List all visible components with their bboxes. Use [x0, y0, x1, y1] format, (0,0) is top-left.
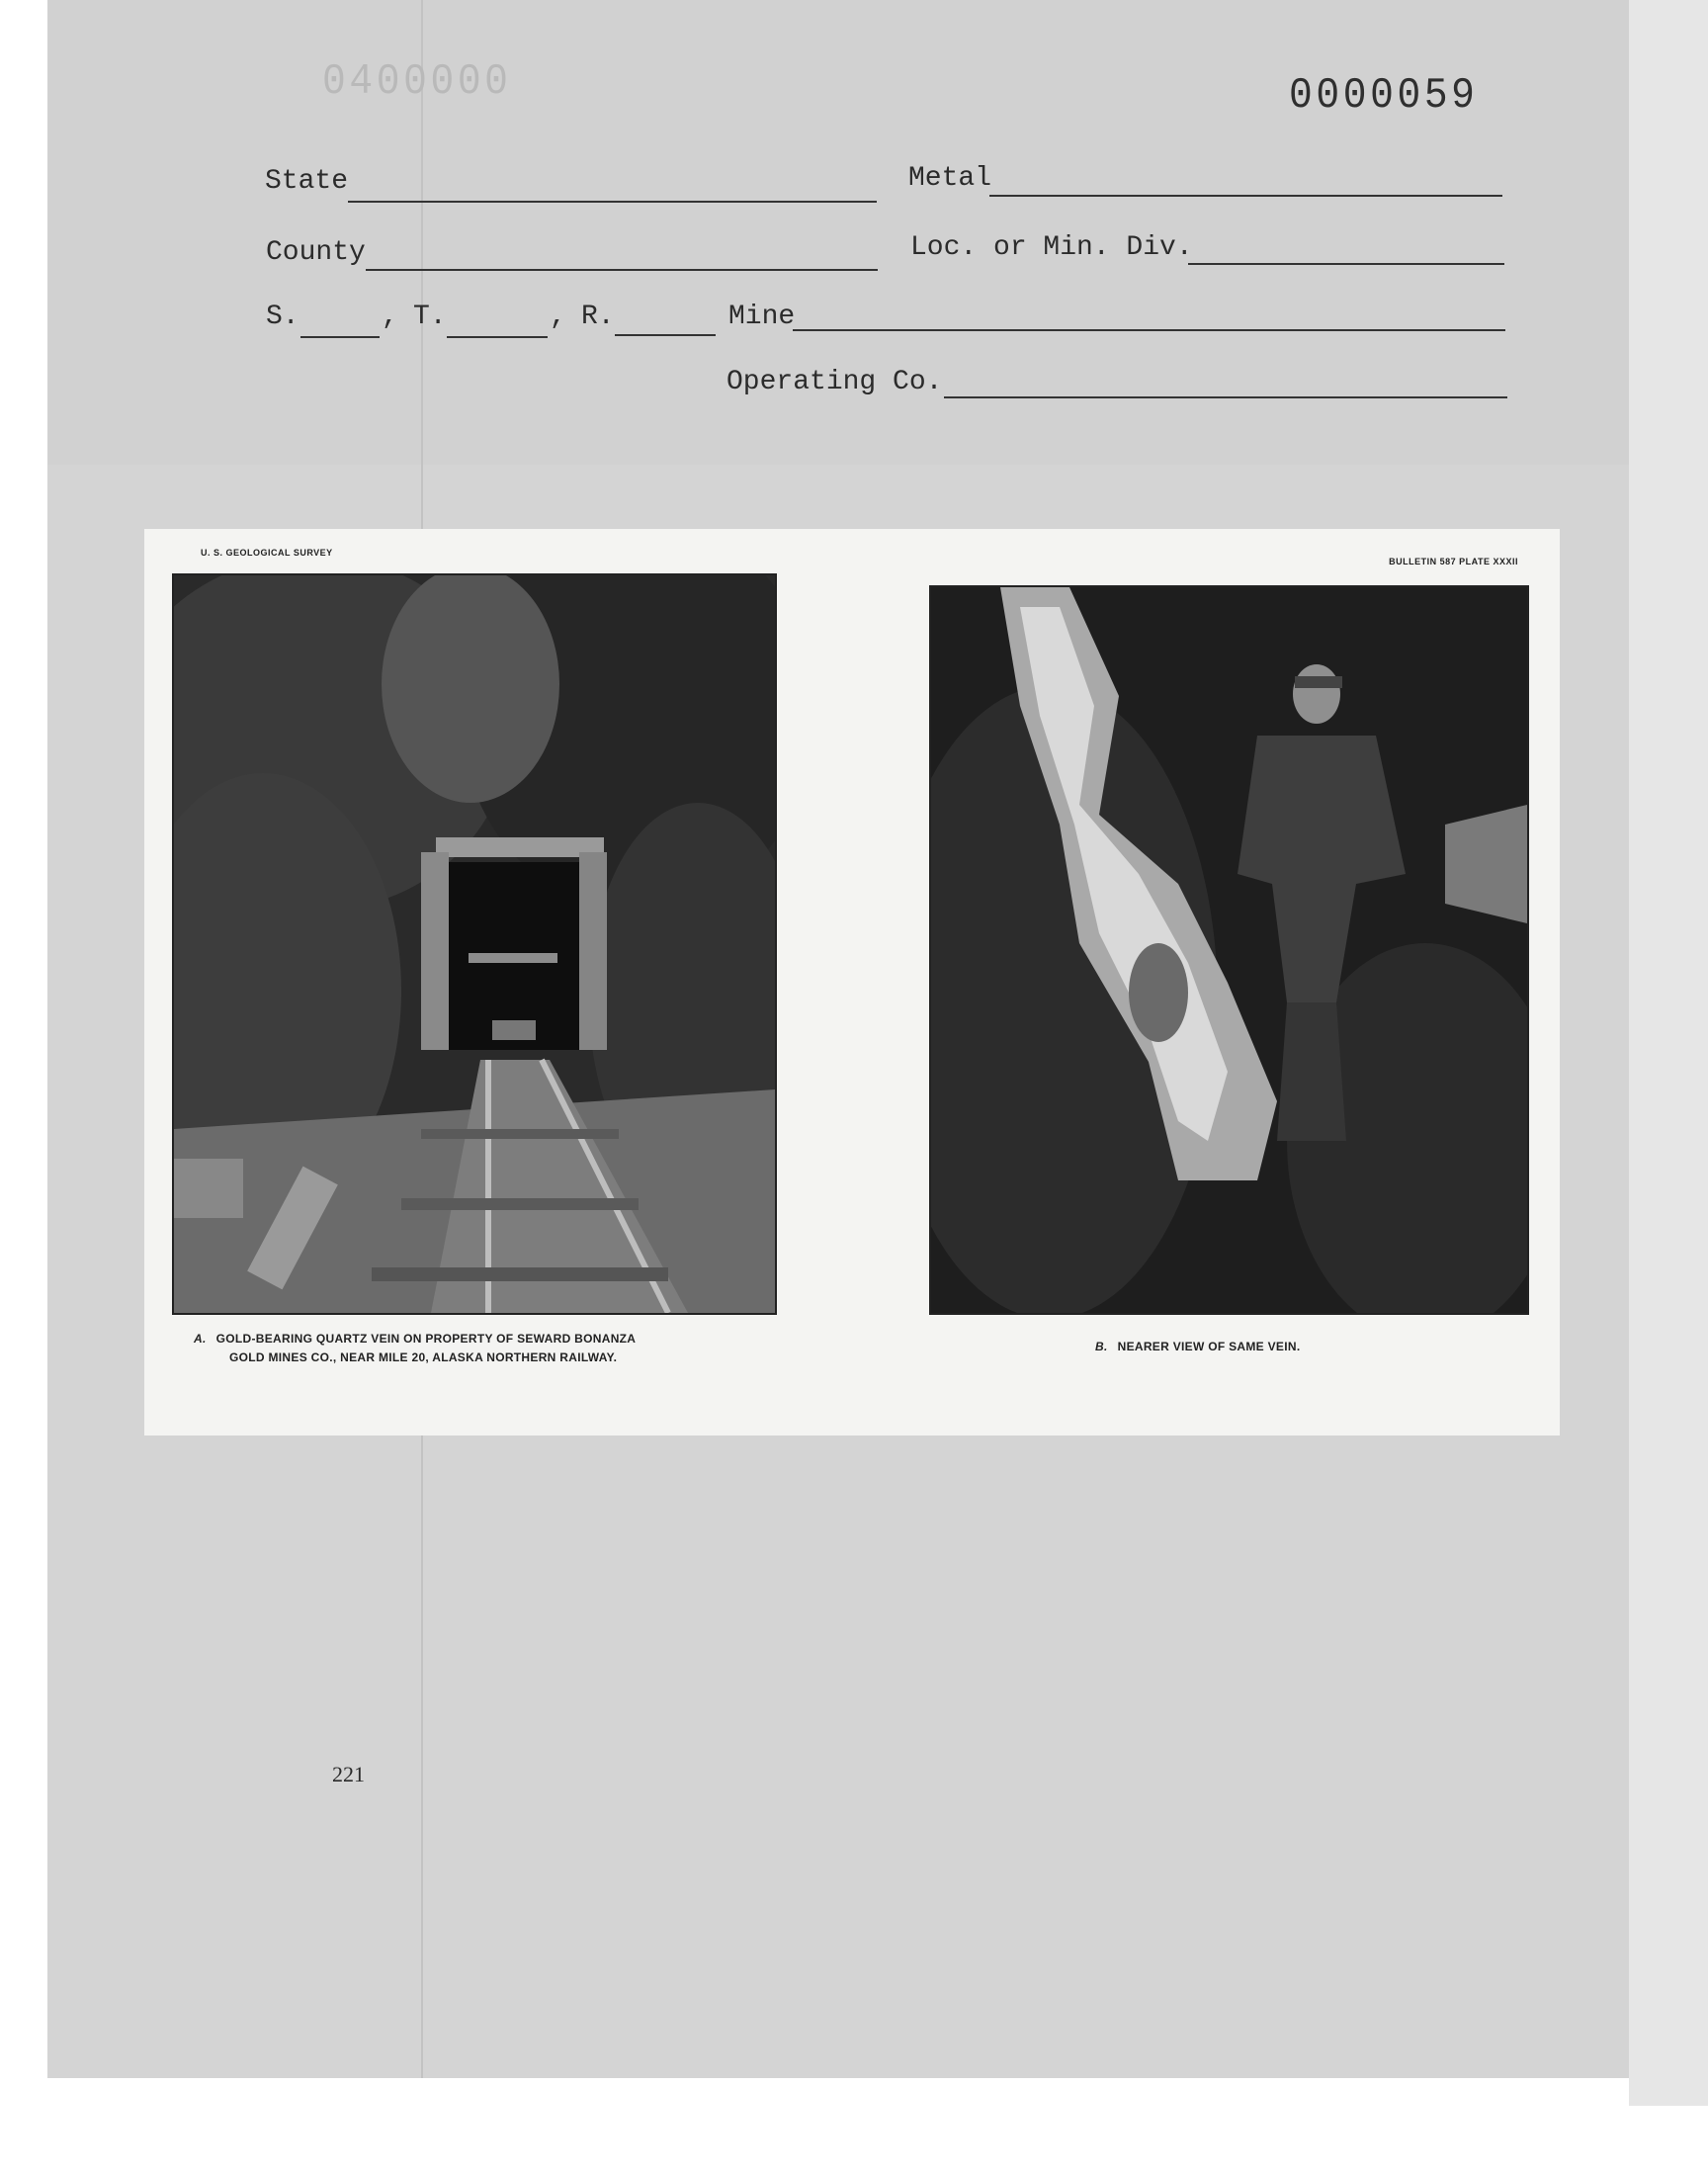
- photo-a-mine-tunnel: [172, 573, 777, 1315]
- loc-label: Loc. or Min. Div.: [910, 232, 1193, 263]
- section-label: S.: [266, 302, 299, 332]
- state-field[interactable]: [348, 201, 877, 203]
- photo-a-caption: [194, 1330, 636, 1367]
- photo-b-caption: [1095, 1338, 1300, 1356]
- comma-2: ,: [550, 302, 566, 332]
- bulletin-plate-clipping: [144, 529, 1560, 1436]
- state-label: State: [265, 166, 349, 197]
- mine-field[interactable]: [793, 329, 1505, 331]
- publisher-header: U. S. GEOLOGICAL SURVEY: [201, 548, 333, 558]
- page-number: 221: [332, 1762, 365, 1786]
- comma-1: ,: [382, 302, 398, 332]
- photo-a-image: [174, 575, 775, 1313]
- operating-co-field[interactable]: [944, 396, 1507, 398]
- range-field[interactable]: [615, 334, 716, 336]
- photo-b-vein-closeup: [929, 585, 1529, 1315]
- bulletin-plate-header: BULLETIN 587 PLATE XXXII: [1389, 557, 1518, 566]
- photo-a-caption-line2: GOLD MINES CO., NEAR MILE 20, ALASKA NORTHERN RAILWAY.: [229, 1350, 618, 1364]
- scan-margin-right: [1629, 0, 1708, 2106]
- mine-label: Mine: [728, 302, 796, 332]
- faint-serial-number: 0400000: [322, 57, 512, 107]
- metal-field[interactable]: [989, 195, 1502, 197]
- township-label: T.: [413, 302, 447, 332]
- operating-co-label: Operating Co.: [726, 367, 943, 397]
- township-field[interactable]: [447, 336, 548, 338]
- section-field[interactable]: [300, 336, 380, 338]
- photo-a-caption-line1: GOLD-BEARING QUARTZ VEIN ON PROPERTY OF SEWARD BONANZA: [215, 1332, 637, 1346]
- photo-b-image: [931, 587, 1527, 1313]
- loc-field[interactable]: [1188, 263, 1504, 265]
- photo-b-letter: B.: [1095, 1340, 1108, 1353]
- county-label: County: [266, 237, 366, 268]
- photo-a-letter: A.: [194, 1332, 207, 1346]
- serial-number: 0000059: [1289, 71, 1479, 121]
- photo-b-caption-text: NEARER VIEW OF SAME VEIN.: [1117, 1340, 1301, 1353]
- county-field[interactable]: [366, 269, 878, 271]
- metal-label: Metal: [908, 163, 992, 194]
- scan-margin-bottom: [0, 2106, 1708, 2175]
- range-label: R.: [581, 302, 615, 332]
